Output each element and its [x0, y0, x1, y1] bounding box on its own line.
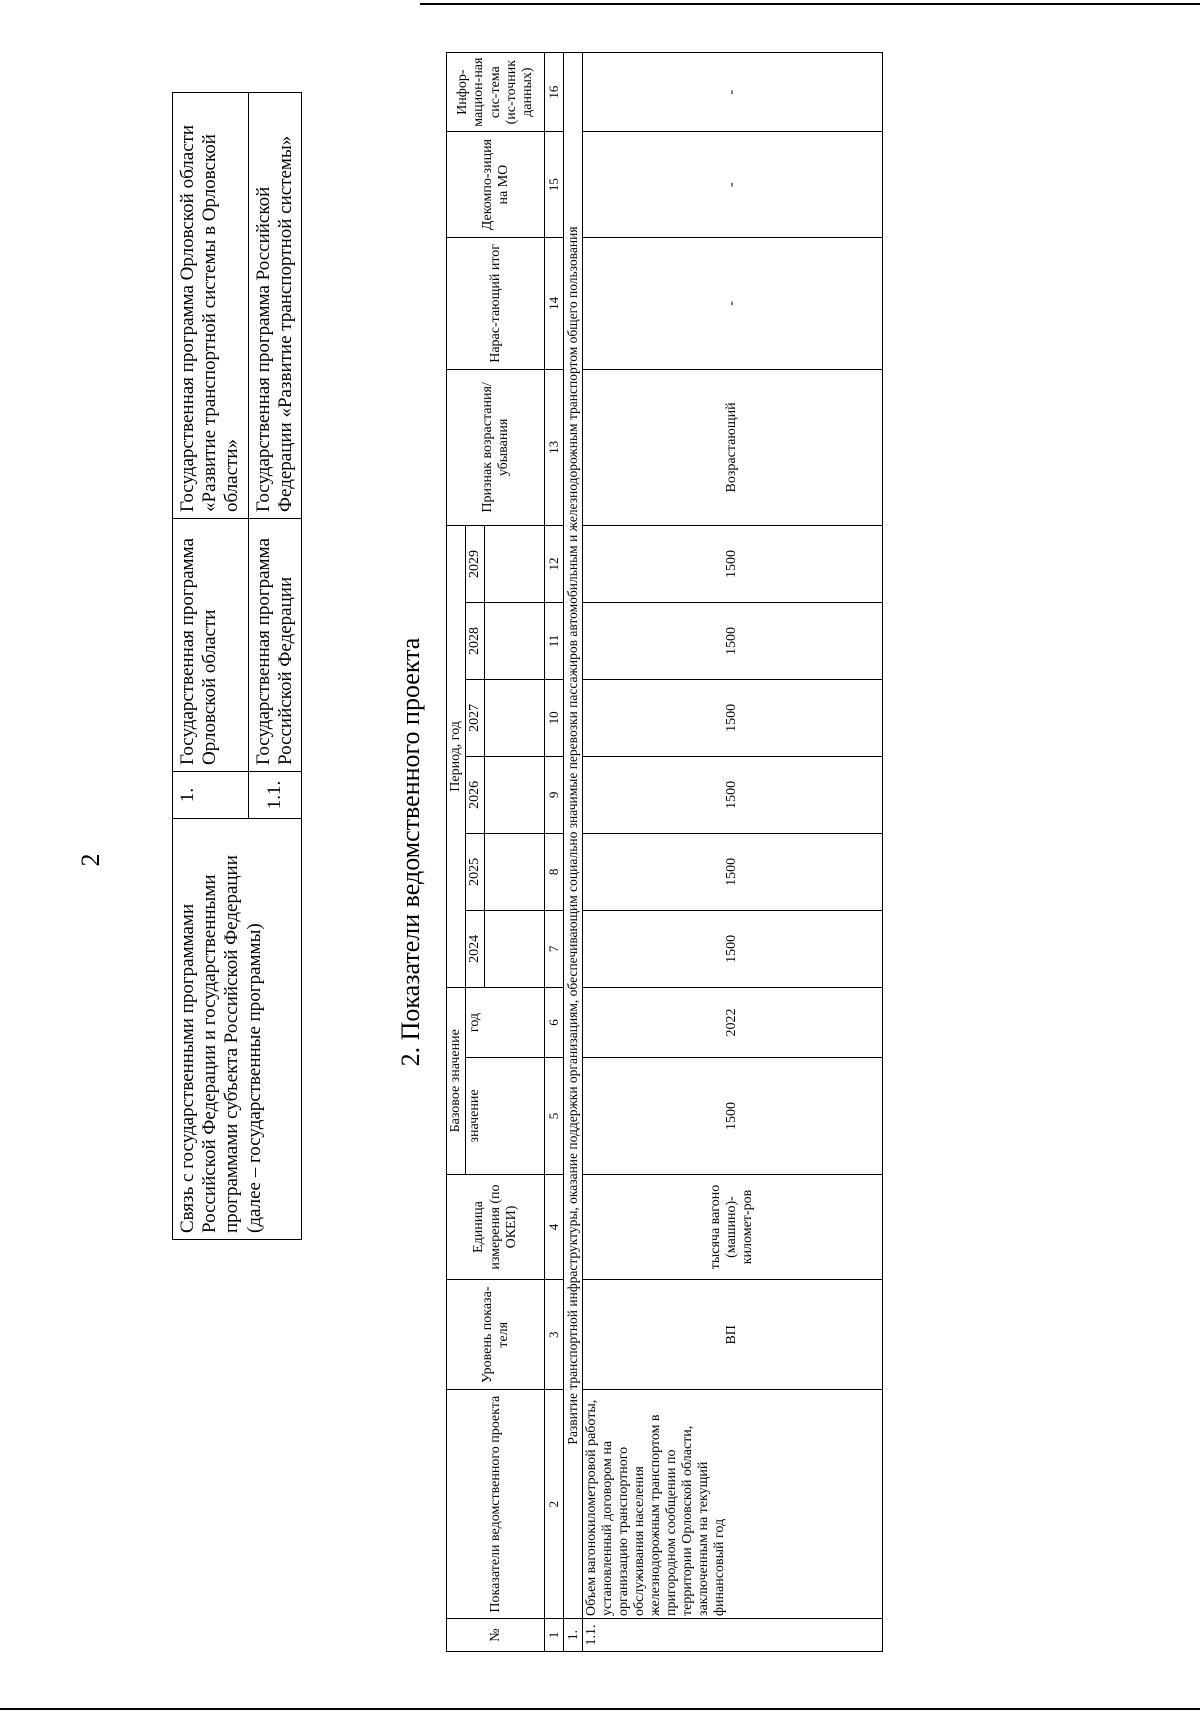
header-base-year: год	[466, 987, 545, 1057]
header-year: 2025	[466, 833, 485, 910]
header-unit: Единица измерения (по ОКЕИ)	[447, 1174, 545, 1280]
row-base-value: 1500	[582, 1058, 882, 1175]
header-year: 2029	[466, 526, 485, 603]
col-number: 1	[545, 1619, 564, 1652]
header-year: 2027	[466, 679, 485, 756]
col-number: 4	[545, 1174, 564, 1280]
header-period: Период, год	[447, 526, 466, 988]
col-number: 3	[545, 1280, 564, 1390]
row-num: 1.1.	[582, 1619, 882, 1652]
link-row-num: 1.1.	[248, 772, 301, 819]
link-row-num: 1.	[173, 772, 249, 819]
header-cumulative: Нарас-тающий итог	[447, 237, 545, 369]
row-cumulative: -	[582, 237, 882, 369]
task-text: Развитие транспортной инфраструктуры, оказание поддержки организациям, обеспечивающим социально значимые перевозки пассажиров автомобильным и железнодорожным транспортом общего пользования	[564, 53, 583, 1619]
row-value: 1500	[582, 910, 882, 987]
col-number: 9	[545, 756, 564, 833]
row-level: ВП	[582, 1280, 882, 1390]
row-value: 1500	[582, 833, 882, 910]
row-value: 1500	[582, 602, 882, 679]
col-number: 16	[545, 53, 564, 132]
row-infosys: -	[582, 53, 882, 132]
row-decomp: -	[582, 132, 882, 238]
col-number: 2	[545, 1390, 564, 1619]
header-name: Показатели ведомственного проекта	[447, 1390, 545, 1619]
link-row-full: Государственная программа Российской Федерации «Развитие транспортной системы»	[248, 93, 301, 519]
header-year: 2024	[466, 910, 485, 987]
col-number: 8	[545, 833, 564, 910]
col-number: 10	[545, 679, 564, 756]
header-sign: Признак возрастания/ убывания	[447, 369, 545, 525]
row-sign: Возрастающий	[582, 369, 882, 525]
col-number: 6	[545, 987, 564, 1057]
row-unit: тысяча вагоно (машино)-километ-ров	[582, 1174, 882, 1280]
header-year: 2028	[466, 602, 485, 679]
link-table	[172, 92, 302, 1240]
header-infosys: Инфор-мацион-ная сис-тема (ис-точник данных)	[447, 53, 545, 132]
header-num: №	[447, 1619, 545, 1652]
col-number: 15	[545, 132, 564, 238]
header-level: Уровень показа-теля	[447, 1280, 545, 1390]
page-number: 2	[76, 853, 105, 867]
link-row-short: Государственная программа Российской Федерации	[248, 519, 301, 772]
col-number: 12	[545, 526, 564, 603]
col-number: 11	[545, 602, 564, 679]
col-number: 5	[545, 1058, 564, 1175]
link-row-full: Государственная программа Орловской области «Развитие транспортной системы в Орловской области»	[173, 93, 249, 519]
col-number: 7	[545, 910, 564, 987]
header-base: Базовое значение	[447, 987, 466, 1174]
task-num: 1.	[564, 1619, 583, 1652]
row-value: 1500	[582, 679, 882, 756]
row-value: 1500	[582, 526, 882, 603]
col-number: 14	[545, 237, 564, 369]
row-value: 1500	[582, 756, 882, 833]
link-row-short: Государственная программа Орловской области	[173, 519, 249, 772]
header-base-value: значение	[466, 1058, 545, 1175]
indicators-table	[446, 52, 883, 1652]
row-name: Объем вагонокилометровой работы, установленный договором на организацию транспортного обслуживания населения железнодорожным транспортом в пригородном сообщении по территории Орловской области, заключенным на текущий финансовый год	[582, 1390, 882, 1619]
table-row	[582, 53, 882, 1652]
header-decomp: Декомпо-зиция на МО	[447, 132, 545, 238]
link-label: Связь с государственными программами Российской Федерации и государственными программами субъекта Российской Федерации (далее – государственные программы)	[173, 819, 302, 1240]
section-title: 2. Показатели ведомственного проекта	[396, 637, 425, 1067]
row-base-year: 2022	[582, 987, 882, 1057]
header-year: 2026	[466, 756, 485, 833]
col-number: 13	[545, 369, 564, 525]
